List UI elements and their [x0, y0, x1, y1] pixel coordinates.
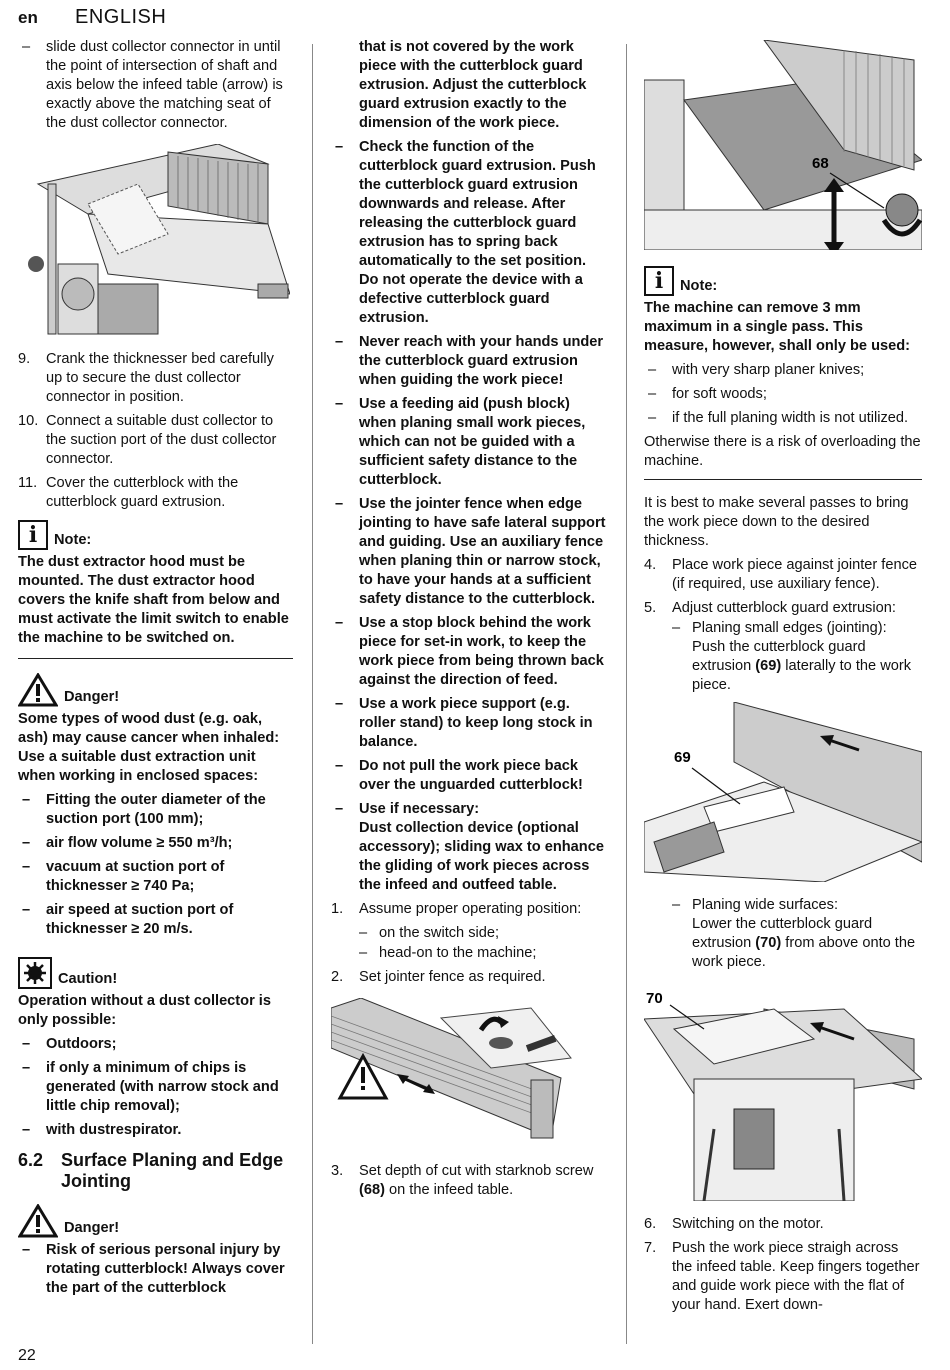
caution-text: Operation without a dust collector is only possible: — [18, 993, 271, 1028]
step-text: Set jointer fence as required. — [359, 969, 546, 985]
continued-text: that is not covered by the work piece with the cutterblock guard extrusion. Adjust the cutterblock guard extrusion exactly to the dimension of the work piece. — [359, 39, 587, 131]
list-item-head: Use if necessary: — [359, 801, 480, 817]
sub-item-text: from above onto the work piece. — [692, 935, 916, 970]
caution-gear-icon — [18, 957, 52, 989]
step-number: 3. — [331, 1163, 344, 1179]
step-text: Adjust cutterblock guard extrusion: — [672, 600, 896, 616]
column-middle — [331, 38, 609, 1205]
danger-heading — [18, 1204, 293, 1238]
list-item: – air flow volume ≥ 550 m³/h; — [18, 834, 293, 853]
note-text: The machine can remove 3 mm maximum in a single pass. This measure, however, shall only be used: — [644, 300, 911, 354]
list-item: – Never reach with your hands under the cutterblock guard extrusion when guiding the work piece! — [331, 333, 609, 390]
section-title: Surface Planing and Edge Jointing — [61, 1150, 284, 1191]
list-item: – slide dust collector connector in until the point of intersection of shaft and axis below the infeed table (arrow) is exactly above the matching seat of the dust collector connector. — [18, 38, 293, 133]
part-reference: (68) — [359, 1182, 385, 1198]
step-number: 2. — [331, 969, 344, 985]
note-label: Note: — [54, 532, 92, 548]
info-icon: i — [18, 520, 48, 550]
step-number: 4. — [644, 557, 657, 573]
sub-item: – head-on to the machine; — [359, 944, 609, 963]
surface-planing-figure — [644, 979, 922, 1201]
sub-item — [672, 619, 922, 695]
list-item: – vacuum at suction port of thicknesser ≥ 740 Pa; — [18, 858, 293, 896]
list-item: – if only a minimum of chips is generated (with narrow stock and little chip removal); — [18, 1059, 293, 1116]
dust-connector-figure — [18, 144, 290, 336]
figure-label: 69 — [674, 749, 691, 766]
step-text: Crank the thicknesser bed carefully up to secure the dust collector connector in position. — [46, 351, 274, 405]
list-item: – air speed at suction port of thicknesser ≥ 20 m/s. — [18, 901, 293, 939]
sub-item-text: laterally to the work piece. — [692, 658, 912, 693]
step-text: Switching on the motor. — [672, 1216, 824, 1232]
info-icon: i — [644, 266, 674, 296]
list-item: – Use the jointer fence when edge jointing to have safe lateral support and guiding. Use an auxiliary fence when planing thin or narrow stock, to have your hands at a sufficient safety distance to the cutterblock. — [331, 495, 609, 609]
step — [644, 1215, 922, 1234]
step — [331, 968, 609, 987]
step-text-part: on the infeed table. — [384, 1182, 514, 1198]
sub-item-head: Planing small edges (jointing): — [692, 620, 887, 636]
section-number: 6.2 — [18, 1150, 44, 1170]
list-item: – Use a stop block behind the work piece for set-in work, to keep the work piece from being thrown back against the direction of feed. — [331, 614, 609, 690]
note-after-text: Otherwise there is a risk of overloading the machine. — [644, 434, 921, 469]
section-heading — [18, 1150, 293, 1192]
list-item: – Risk of serious personal injury by rotating cutterblock! Always cover the part of the cutterblock — [18, 1241, 293, 1298]
paragraph: It is best to make several passes to bring the work piece down to the desired thickness. — [644, 495, 909, 549]
column-divider — [626, 44, 627, 1344]
step-number: 6. — [644, 1216, 657, 1232]
step-text-part: Set depth of cut with starknob screw — [359, 1163, 594, 1179]
language-code: en — [18, 8, 38, 27]
list-item — [331, 800, 609, 895]
page-number: 22 — [18, 1347, 36, 1364]
warning-triangle-icon — [18, 1204, 58, 1238]
step — [644, 599, 922, 618]
danger-text: Some types of wood dust (e.g. oak, ash) may cause cancer when inhaled: Use a suitable dust extraction unit when working in enclosed spaces: — [18, 711, 280, 784]
sub-item-head: Planing wide surfaces: — [692, 897, 839, 913]
part-reference: (69) — [755, 658, 782, 674]
step-number: 1. — [331, 901, 344, 917]
divider — [644, 479, 922, 480]
starknob-figure — [644, 40, 922, 250]
figure-label: 68 — [812, 155, 829, 172]
note-heading — [18, 520, 293, 550]
list-item: – if the full planing width is not utilized. — [644, 409, 922, 428]
danger-label: Danger! — [64, 1220, 120, 1236]
jointing-figure — [644, 702, 922, 882]
column-left — [18, 38, 293, 1303]
list-item: – Check the function of the cutterblock guard extrusion. Push the cutterblock guard extrusion downwards and release. After releasing the cutterblock guard extrusion has to spring back automatically to the set position. Do not operate the device with a defective cutterblock guard extrusion. — [331, 138, 609, 328]
divider — [18, 658, 293, 659]
list-item: – Outdoors; — [18, 1035, 293, 1054]
list-item: – with very sharp planer knives; — [644, 361, 922, 380]
warning-triangle-icon — [18, 673, 58, 707]
step — [331, 1162, 609, 1200]
note-label: Note: — [680, 278, 718, 294]
column-divider — [312, 44, 313, 1344]
caution-heading — [18, 957, 293, 989]
list-item: – Fitting the outer diameter of the suction port (100 mm); — [18, 791, 293, 829]
list-item: – for soft woods; — [644, 385, 922, 404]
step — [644, 1239, 922, 1315]
step — [18, 350, 293, 407]
part-reference: (70) — [755, 935, 782, 951]
step-text: Connect a suitable dust collector to the suction port of the dust collector connector. — [46, 413, 277, 467]
danger-heading — [18, 673, 293, 707]
note-text: The dust extractor hood must be mounted. The dust extractor hood covers the knife shaft from below and must activate the limit switch to enable the machine to be switched on. — [18, 554, 289, 646]
step-text: Assume proper operating position: — [359, 901, 582, 917]
danger-label: Danger! — [64, 689, 120, 705]
step-number: 5. — [644, 600, 657, 616]
list-item: – with dustrespirator. — [18, 1121, 293, 1140]
step-text: Push the work piece straigh across the infeed table. Keep fingers together and guide work piece with the flat of your hand. Exert down- — [672, 1240, 920, 1313]
sub-item-text: Lower the cutterblock guard extrusion — [692, 916, 873, 951]
sub-item-text: Push the cutterblock guard extrusion — [692, 639, 866, 674]
list-item: – Do not pull the work piece back over the unguarded cutterblock! — [331, 757, 609, 795]
step-text — [359, 1163, 593, 1198]
step — [331, 900, 609, 919]
list-item-body: Dust collection device (optional accessory); sliding wax to enhance the gliding of work pieces across the infeed and outfeed table. — [359, 820, 604, 893]
step-text: Place work piece against jointer fence (if required, use auxiliary fence). — [672, 557, 917, 592]
step-text: Cover the cutterblock with the cutterblock guard extrusion. — [46, 475, 239, 510]
list-item: – Use a feeding aid (push block) when planing small work pieces, which can not be guided with a sufficient safety distance to the cutterblock. — [331, 395, 609, 490]
note-heading — [644, 266, 922, 296]
step-number: 7. — [644, 1240, 657, 1256]
step-number: 11. — [18, 475, 38, 491]
step — [18, 474, 293, 512]
step — [644, 556, 922, 594]
language-title: ENGLISH — [75, 6, 167, 28]
column-right — [644, 38, 922, 1320]
figure-label: 70 — [646, 990, 663, 1007]
list-item: – Use a work piece support (e.g. roller stand) to keep long stock in balance. — [331, 695, 609, 752]
sub-item — [672, 896, 922, 972]
step-number: 9. — [18, 351, 31, 367]
jointer-fence-figure — [331, 998, 606, 1148]
step — [18, 412, 293, 469]
sub-item: – on the switch side; — [359, 924, 609, 943]
caution-label: Caution! — [58, 971, 118, 987]
step-number: 10. — [18, 413, 39, 429]
